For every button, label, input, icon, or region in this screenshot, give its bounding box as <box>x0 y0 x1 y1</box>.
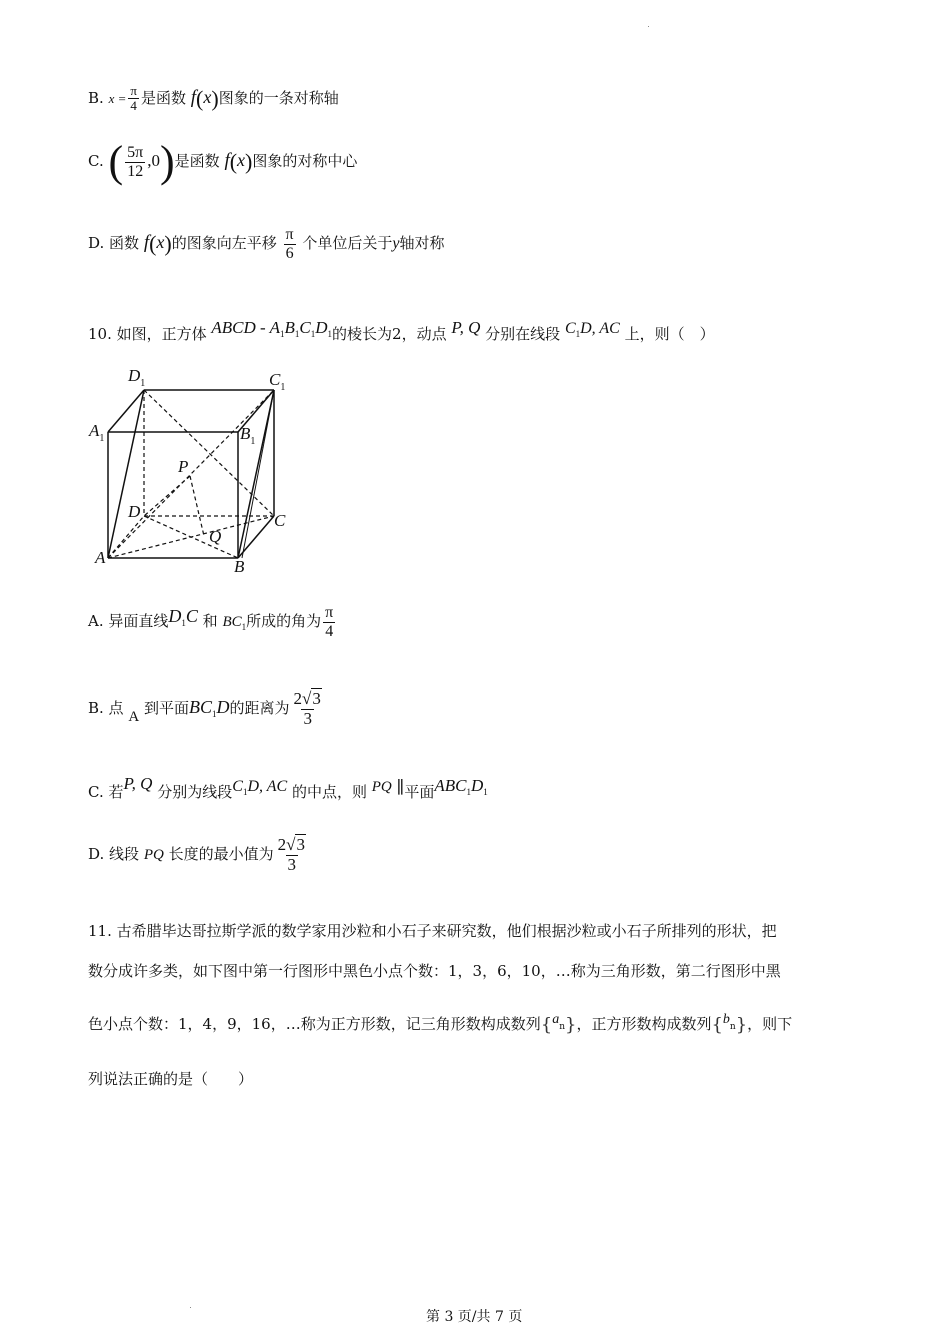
fraction-num: π <box>285 226 294 243</box>
text: 的图象向左平移 <box>171 234 277 253</box>
plane-part: ABC <box>434 776 467 795</box>
label-text: C <box>269 370 281 389</box>
label-c1 <box>269 370 285 393</box>
radicand: 3 <box>312 689 321 708</box>
sqrt-sign: √ <box>286 835 296 854</box>
page-mark-bottom <box>190 1307 191 1308</box>
label-sub: 1 <box>99 433 105 444</box>
variable-x: x <box>156 232 165 253</box>
function-f: f <box>143 232 150 254</box>
diag-bc1-thick <box>242 390 274 558</box>
paren-open: ( <box>108 137 124 186</box>
coef: 2 <box>293 689 303 708</box>
option-q10-d <box>88 836 310 874</box>
seg-part: D, AC <box>580 320 620 337</box>
sequence-a: a <box>552 1012 560 1027</box>
function-f: f <box>224 150 230 171</box>
equation-x: x = <box>108 90 127 106</box>
subscript: 1 <box>310 329 316 339</box>
line-d1c <box>168 606 198 629</box>
label-sub: 1 <box>250 436 256 447</box>
label-text: D <box>128 366 141 385</box>
segments <box>565 320 620 337</box>
option-label: A. 异面直线 <box>88 612 169 631</box>
brace-close: } <box>564 1014 577 1036</box>
fraction-num <box>276 836 308 855</box>
diag-ad1 <box>108 390 144 558</box>
label-a: A <box>95 548 106 567</box>
option-label: D. 线段 <box>88 845 140 864</box>
paren-close: ) <box>164 231 172 257</box>
label-a1 <box>89 421 104 444</box>
variable-y: y <box>392 235 400 253</box>
question-10-stem <box>88 318 715 344</box>
text: 的距离为 <box>229 699 290 718</box>
subscript: 1 <box>327 329 333 339</box>
fraction-num: π <box>130 83 137 98</box>
variable-x: x <box>203 86 212 107</box>
fraction-pi-4 <box>323 604 335 640</box>
plane-abc1d1 <box>434 776 487 795</box>
paren-open: ( <box>229 149 238 174</box>
points-pq: P, Q <box>451 318 481 337</box>
diag-bc1 <box>238 390 274 558</box>
segment-pq: PQ <box>143 847 164 864</box>
text: 长度的最小值为 <box>168 845 274 864</box>
fraction-den: 6 <box>285 244 294 262</box>
variable-x: x <box>237 150 246 170</box>
option-q10-a <box>88 604 337 640</box>
option-q9-d <box>88 226 445 262</box>
line-bc1 <box>222 614 247 633</box>
subscript: 1 <box>575 329 581 339</box>
fraction-den: 4 <box>325 622 334 640</box>
label-text: B <box>240 424 251 443</box>
label-d1 <box>128 366 145 389</box>
fraction-den: 12 <box>127 162 144 180</box>
parallel-symbol: ∥ <box>396 778 405 797</box>
line-part: C <box>185 606 198 627</box>
text: 轴对称 <box>399 234 445 253</box>
seg-part: C <box>232 778 243 795</box>
line-part: D <box>168 606 182 627</box>
label-q: Q <box>209 527 222 546</box>
fraction-den: 3 <box>303 708 312 728</box>
option-q10-c <box>88 774 488 802</box>
cube-part: B <box>284 318 295 337</box>
coef: 2 <box>277 835 287 854</box>
question-11-line2: 数分成许多类，如下图中第一行图形中黑色小点个数：1，3，6，10，…称为三角形数，第二行图形中黑 <box>88 962 781 980</box>
label-c: C <box>274 511 286 530</box>
sequence-b: b <box>722 1012 730 1027</box>
text: 分别为线段 <box>157 783 233 801</box>
option-label: B. <box>88 88 104 107</box>
page-mark-top <box>648 26 649 27</box>
subscript: 1 <box>242 787 248 797</box>
cube-figure <box>84 360 304 580</box>
fraction-2sqrt3-3 <box>292 690 324 728</box>
text: ，则下 <box>747 1015 793 1033</box>
text: 是函数 <box>140 88 186 107</box>
brace-open: { <box>711 1014 723 1036</box>
text: 上，则（ ） <box>624 325 715 343</box>
function-f: f <box>190 86 197 108</box>
question-label: 10. 如图，正方体 <box>88 325 207 343</box>
option-label: B. 点 <box>88 699 124 718</box>
question-11-line4: 列说法正确的是（ ） <box>88 1070 254 1088</box>
brace-open: { <box>540 1014 553 1036</box>
text: 图象的一条对称轴 <box>218 88 339 107</box>
fraction-num <box>292 690 324 709</box>
text: 到平面 <box>143 699 189 718</box>
plane-part: D <box>216 697 230 718</box>
paren-close: ) <box>159 137 175 186</box>
cube-part: D <box>315 318 328 337</box>
line-part: BC <box>222 614 242 631</box>
segment-pq <box>190 476 204 536</box>
text: 平面 <box>404 783 435 801</box>
seg-part: D, AC <box>247 778 288 795</box>
seg-part: C <box>564 320 576 337</box>
radicand: 3 <box>296 835 305 854</box>
option-q10-b <box>88 690 326 728</box>
brace-close: } <box>735 1014 748 1036</box>
option-q9-c <box>88 137 358 186</box>
label-sub: 1 <box>140 378 146 389</box>
option-label: C. 若 <box>88 783 124 801</box>
diag-ac1-hidden <box>108 390 274 558</box>
text: 的棱长为2，动点 <box>332 325 447 343</box>
diag-db-hidden <box>144 516 238 558</box>
fraction-5pi-12 <box>125 144 145 180</box>
paren-close: ) <box>211 85 219 111</box>
segment-pq: PQ <box>371 779 392 795</box>
text: ，正方形数构成数列 <box>576 1015 712 1033</box>
label-b: B <box>234 557 245 576</box>
subscript: 1 <box>466 787 471 797</box>
segment-pd <box>144 476 190 516</box>
fraction-num: 5π <box>127 143 144 161</box>
subscript: 1 <box>483 787 488 797</box>
subscript: 1 <box>280 329 285 339</box>
subscript: 1 <box>241 622 247 633</box>
plane-bc1d <box>188 697 230 720</box>
paren-open: ( <box>149 231 157 257</box>
label-sub: 1 <box>280 382 286 393</box>
page-footer: 第 3 页/共 7 页 <box>426 1309 523 1325</box>
label-text: A <box>89 421 100 440</box>
fraction-pi-4 <box>128 84 139 114</box>
text: 图象的对称中心 <box>252 152 358 170</box>
option-label: D. 函数 <box>88 234 140 253</box>
plane-part: BC <box>188 697 212 718</box>
fraction-den: 4 <box>130 98 137 114</box>
subscript: 1 <box>181 618 186 629</box>
fraction-pi-6 <box>284 226 296 262</box>
cube-name <box>211 318 332 337</box>
fraction-den: 3 <box>287 854 297 874</box>
cube-part: ABCD - A <box>211 318 281 337</box>
point-a: A <box>128 709 140 726</box>
text: 色小点个数：1，4，9，16，…称为正方形数，记三角形数构成数列 <box>88 1015 541 1033</box>
subscript: 1 <box>294 329 300 339</box>
text: 是函数 <box>174 152 220 170</box>
diag-d1c-hidden <box>144 390 274 516</box>
fraction-num: π <box>325 604 334 621</box>
option-q9-b <box>88 84 339 114</box>
subscript: 1 <box>212 709 217 720</box>
text: 个单位后关于 <box>302 234 393 253</box>
subscript-n: n <box>729 1022 736 1032</box>
cube-part: C <box>299 318 311 337</box>
text: 和 <box>202 612 218 631</box>
label-d: D <box>128 502 141 521</box>
label-b1 <box>240 424 255 447</box>
point-zero: ,0 <box>147 151 160 170</box>
sqrt-sign: √ <box>302 689 312 708</box>
segments <box>232 778 287 795</box>
label-p: P <box>178 457 189 476</box>
text: 的中点，则 <box>291 783 367 801</box>
paren-open: ( <box>196 85 204 111</box>
text: 分别在线段 <box>485 325 561 343</box>
points-pq: P, Q <box>123 774 153 793</box>
question-11-line1: 11. 古希腊毕达哥拉斯学派的数学家用沙粒和小石子来研究数，他们根据沙粒或小石子所排列的形状，把 <box>88 922 777 940</box>
question-11-line3 <box>88 1012 792 1036</box>
edge-a1d1 <box>108 390 144 432</box>
plane-part: D <box>471 776 484 795</box>
paren-close: ) <box>245 149 253 174</box>
option-label: C. <box>88 152 104 170</box>
fraction-2sqrt3-3 <box>276 836 308 874</box>
text: 所成的角为 <box>246 612 322 631</box>
subscript-n: n <box>559 1022 565 1032</box>
